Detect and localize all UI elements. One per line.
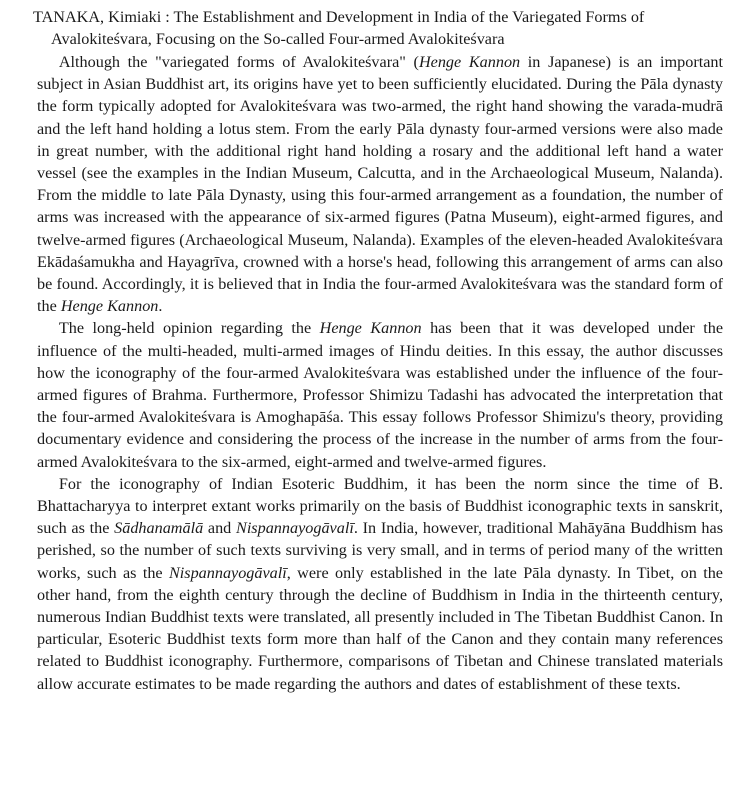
author-name: TANAKA, Kimiaki [33, 8, 162, 26]
italic-term: Sādhanamālā [114, 519, 204, 538]
paragraph-text: has been that it was developed under the influence of the multi-headed, multi-armed images of Hindu deities. In this essay, the author discusses how the iconography of the four-armed Avalokiteśvara was established under the influence of the four-armed figures of Brahma. Furthermore, Professor Shimizu Tadashi has advocated the interpretation that the four-armed Avalokiteśvara is Amoghapāśa. This essay follows Professor Shimizu's theory, providing documentary evidence and considering the process of the increase in the number of arms from the four-armed Avalokiteśvara to the six-armed, eight-armed and twelve-armed figures. [37, 319, 724, 471]
paragraph-text: , were only established in the late Pāla dynasty. In Tibet, on the other hand, from the eighth century through the decline of Buddhism in India in the thirteenth century, numerous Indian Buddhist texts were translated, all presently included in The Tibetan Buddhist Canon. In particular, Esoteric Buddhist texts form more than half of the Canon and they contain many references related to Buddhist iconography. Furthermore, comparisons of Tibetan and Chinese translated materials allow accurate estimates to be made regarding the authors and dates of establishment of these texts. [37, 563, 723, 693]
paragraph-text: . In India, however, traditional Mahāyāna Buddhism has perished, so the number of such texts surviving is very small, and in terms of period many of the written works, such as the [37, 519, 723, 582]
abstract-body [37, 51, 723, 695]
paragraph-text: and [203, 519, 237, 538]
heading-separator: : [161, 8, 174, 26]
abstract-paragraph [37, 473, 723, 695]
paragraph-text: in Japanese) is an important subject in Asian Buddhist art, its origins have yet to been sufficiently elucidated. During the Pāla dynasty the form typically adopted for Avalokiteśvara was two-armed, the right hand showing the varada-mudrā and the left hand holding a lotus stem. From the early Pāla dynasty four-armed versions were also made in great number, with the additional right hand holding a rosary and the additional left hand a water vessel (see the examples in the Indian Museum, Calcutta, and in the Archaeological Museum, Nalanda). From the middle to late Pāla Dynasty, using this four-armed arrangement as a foundation, the number of arms was increased with the appearance of six-armed figures (Patna Museum), eight-armed figures, and twelve-armed figures (Archaeological Museum, Nalanda). Examples of the eleven-headed Avalokiteśvara Ekādaśamukha and Hayagrīva, crowned with a horse's head, following this arrangement of arms can also be found. Accordingly, it is believed that in India the four-armed Avalokiteśvara was the standard form of the [37, 53, 723, 316]
italic-term: Henge Kannon [60, 297, 159, 316]
paragraph-text: . [158, 297, 163, 316]
paragraph-text: Although the "variegated forms of Avalokiteśvara" ( [58, 53, 419, 71]
italic-term: Nispannayogāvalī [168, 563, 287, 582]
abstract-page [33, 6, 723, 695]
italic-term: Henge Kannon [418, 53, 521, 71]
abstract-paragraph [37, 51, 723, 317]
italic-term: Henge Kannon [319, 319, 422, 338]
italic-term: Nispannayogāvalī [236, 519, 354, 538]
article-title: The Establishment and Development in India of the Variegated Forms of Avalokiteśvara, Focusing on the So-called Four-armed Avalokiteśvara [51, 8, 645, 48]
article-heading [33, 6, 723, 50]
paragraph-text: For the iconography of Indian Esoteric Buddhim, it has been the norm since the time of B. Bhattacharyya to interpret extant works primarily on the basis of Buddhist iconographic texts in sanskrit, such as the [37, 474, 723, 538]
abstract-paragraph [37, 317, 723, 472]
paragraph-text: The long-held opinion regarding the [58, 319, 320, 338]
